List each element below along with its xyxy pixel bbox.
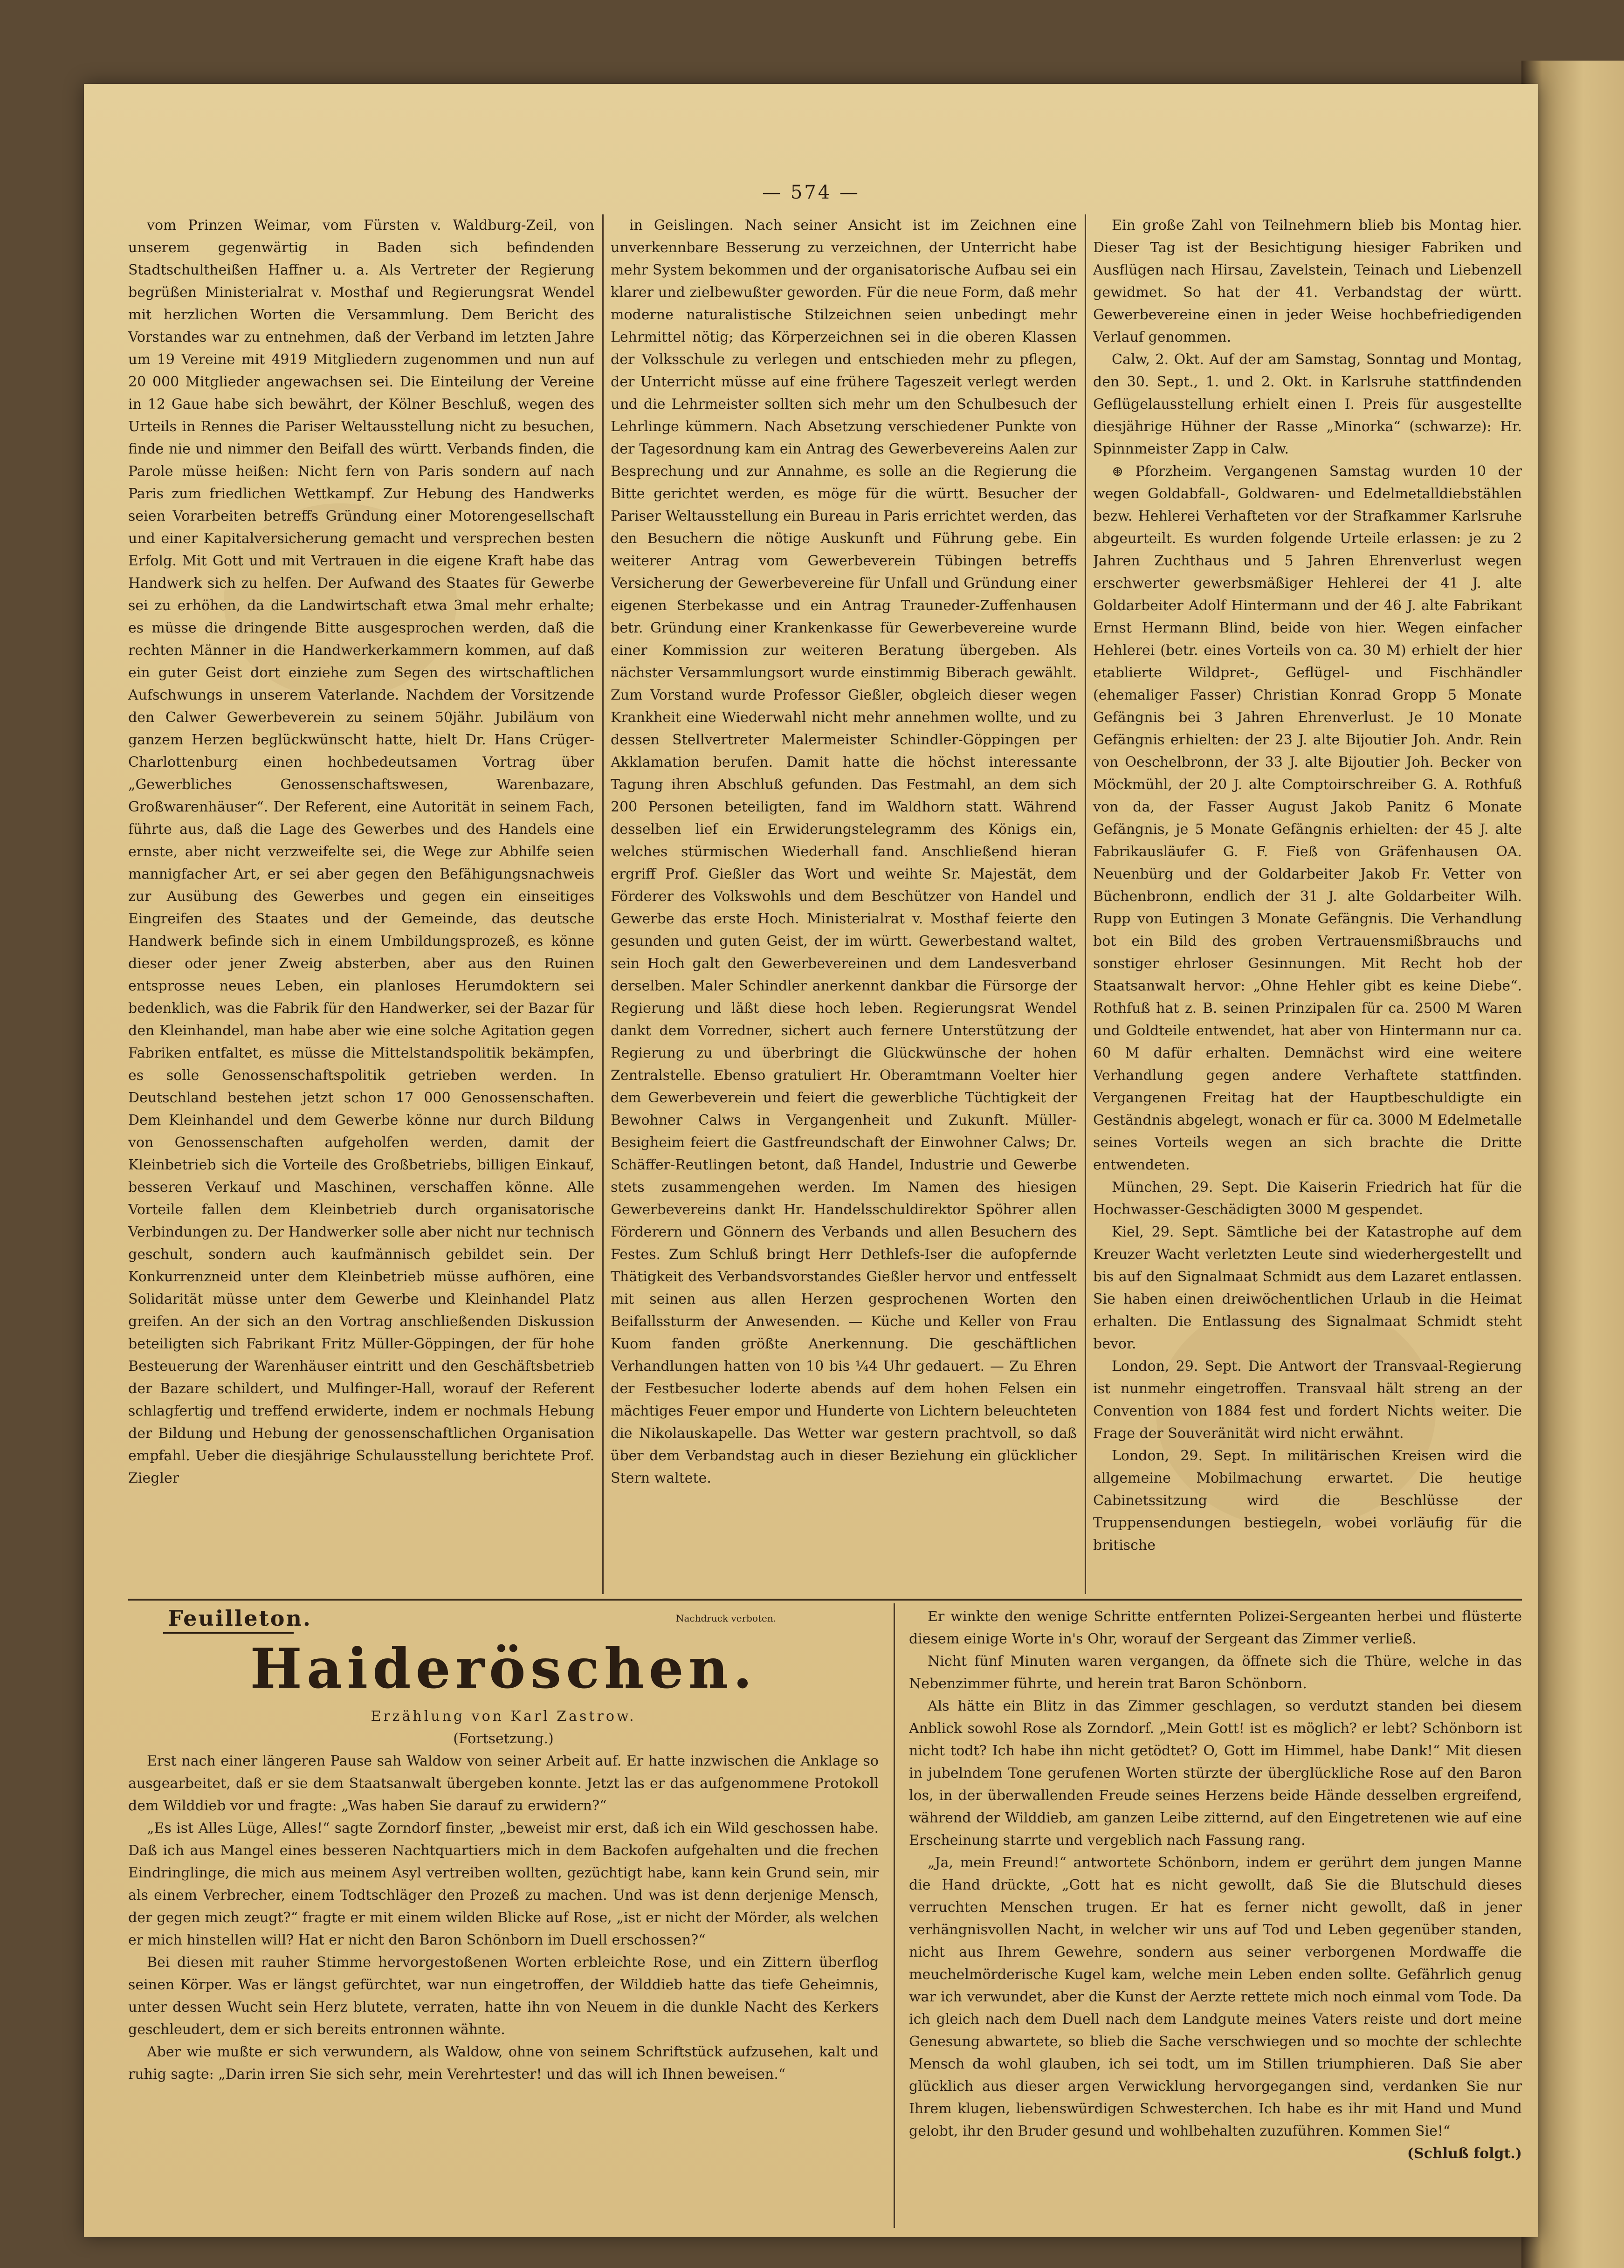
news-item-london-1: London, 29. Sept. Die Antwort der Transvaal-Regierung ist nunmehr eingetroffen. Transvaal hält streng an der Convention von 1884 fest und fordert Nichts weiter. Die Frage der Souveränität wird nicht erwähnt. <box>1093 1358 1522 1442</box>
story-paragraph: Nicht fünf Minuten waren vergangen, da öffnete sich die Thüre, welche in das Nebenzimmer führte, und herein trat Baron Schönborn. <box>909 1653 1522 1692</box>
story-paragraph: „Ja, mein Freund!“ antwortete Schönborn, indem er gerührt dem jungen Manne die Hand drückte, „Gott hat es nicht gewollt, daß Sie die Blutschuld dieses verruchten Menschen trugen. Er hat es ferner nicht gewollt, daß in jener verhängnisvollen Nacht, in welcher wir uns auf Tod und Leben gegenüber standen, nicht aus Ihrem Gewehre, sondern aus seiner verborgenen Mordwaffe die meuchelmörderische Kugel kam, welche mein Leben enden sollte. Gefährlich genug war ich verwundet, aber die Kunst der Aerzte rettete mich noch einmal vom Tode. Da ich gleich nach dem Duell nach dem Landgute meines Vaters reiste und dort meine Genesung abwartete, so blieb die Sache verschwiegen und so mochte der schlechte Mensch da wohl glauben, ich sei todt, um im Stillen triumphieren. Daß Sie aber glücklich aus dieser argen Verwicklung hervorgegangen sind, verdanken Sie nur Ihrem klugen, liebenswürdigen Schwesterchen. Ich habe es ihr mit Hand und Mund gelobt, ihr den Bruder gesund und wohlbehalten zuzuführen. Kommen Sie!“ <box>909 1855 1522 2139</box>
column-divider <box>894 1603 895 2228</box>
article-paragraph: vom Prinzen Weimar, vom Fürsten v. Waldburg-Zeil, von unserem gegenwärtig in Baden sich befindenden Stadtschultheißen Haffner u. a. Als Vertreter der Regierung begrüßen Ministerialrat v. Mosthaf und Regierungsrat Wendel mit herzlichen Worten die Versammlung. Dem Bericht des Vorstandes war zu entnehmen, daß der Verband im letzten Jahre um 19 Vereine mit 4919 Mitgliedern zugenommen und nun auf 20 000 Mitglieder angewachsen sei. Die Einteilung der Vereine in 12 Gaue habe sich bewährt, der Kölner Beschluß, wegen des Urteils in Rennes die Pariser Weltausstellung nicht zu besuchen, finde nie und nimmer den Beifall des württ. Verbands finden, die Parole müsse heißen: Nicht fern von Paris sondern auf nach Paris zum friedlichen Wettkampf. Zur Hebung des Handwerks seien Vorarbeiten betreffs Gründung einer Motorengesellschaft und einer Kapitalversicherung gemacht und versprechen besten Erfolg. Mit Gott und mit Vertrauen in die eigene Kraft habe das Handwerk sich zu helfen. Der Aufwand des Staates für Gewerbe sei zu erhöhen, da die Landwirtschaft etwa 3mal mehr erhalte; es müsse die dringende Bitte ausgesprochen werden, daß die rechten Männer in die Handwerkerkammern kommen, auf daß ein guter Geist dort einziehe zum Segen des wirtschaftlichen Aufschwungs in unserem Vaterlande. Nachdem der Vorsitzende den Calwer Gewerbeverein zu seinem 50jähr. Jubiläum von ganzem Herzen beglückwünscht hatte, hielt Dr. Hans Crüger-Charlottenburg einen hochbedeutsamen Vortrag über „Gewerbliches Genossenschaftswesen, Warenbazare, Großwarenhäuser“. Der Referent, eine Autorität in seinem Fach, führte aus, daß die Lage des Gewerbes und des Handels eine ernste, aber nicht verzweifelte sei, die Wege zur Abhilfe seien mannigfacher Art, er sei aber gegen den Befähigungsnachweis zur Ausübung des Gewerbes und gegen ein einseitiges Eingreifen des Staates und der Gemeinde, das deutsche Handwerk befinde sich in einem Umbildungsprozeß, es könne dieser oder jener Zweig absterben, aber aus den Ruinen entsprosse neues Leben, ein planloses Herumdoktern sei bedenklich, was die Fabrik für den Handwerker, sei der Bazar für den Kleinhandel, man habe aber wie eine solche Agitation gegen Fabriken entfaltet, es müsse die Mittelstandspolitik bekämpfen, es solle Genossenschaftspolitik getrieben werden. In Deutschland bestehen jetzt schon 17 000 Genossenschaften. Dem Kleinhandel und dem Gewerbe könne nur durch Bildung von Genossenschaften aufgeholfen werden, damit der Kleinbetrieb sich die Vorteile des Großbetriebs, billigen Einkauf, besseren Verkauf und Maschinen, verschaffen könne. Alle Vorteile fallen dem Kleinbetrieb durch organisatorische Verbindungen zu. Der Handwerker solle aber nicht nur technisch geschult, sondern auch kaufmännisch gebildet sein. Der Konkurrenzneid unter dem Kleinbetrieb müsse aufhören, eine Solidarität müsse unter dem Gewerbe und Kleinhandel Platz greifen. An der sich an den Vortrag anschließenden Diskussion beteiligten sich Fabrikant Fritz Müller-Göppingen, der für hohe Besteuerung der Warenhäuser eintritt und den Geschäftsbetrieb der Bazare schildert, und Mulfinger-Hall, worauf der Referent schlagfertig und treffend erwiderte, indem er nochmals Hebung der Bildung und Hebung der genossenschaftlichen Organisation empfahl. Ueber die diesjährige Schulausstellung berichtete Prof. Ziegler <box>128 217 594 1486</box>
end-note: (Schluß folgt.) <box>1407 2145 1522 2162</box>
story-continuation: (Fortsetzung.) <box>453 1731 554 1747</box>
heading-underline <box>163 1632 294 1634</box>
column-1 <box>128 214 594 1594</box>
news-item-pforzheim: ⊛ Pforzheim. Vergangenen Samstag wurden 10 der wegen Goldabfall-, Goldwaren- und Edelmetalldiebstählen bezw. Hehlerei Verhafteten vor der Strafkammer Karlsruhe abgeurteilt. Es wurden folgende Urteile erlassen: je zu 2 Jahren Zuchthaus und 5 Jahren Ehrenverlust wegen erschwerter gewerbsmäßiger Hehlerei der 41 J. alte Goldarbeiter Adolf Hintermann und der 46 J. alte Fabrikant Ernst Hermann Blind, beide von hier. Wegen einfacher Hehlerei (betr. eines Vorteils von ca. 30 M) erhielt der hier etablierte Wildpret-, Geflügel- und Fischhändler (ehemaliger Fasser) Christian Konrad Gropp 5 Monate Gefängnis bei 3 Jahren Ehrenverlust. Je 10 Monate Gefängnis erhielten: der 23 J. alte Bijoutier Joh. Andr. Rein von Oeschelbronn, der 33 J. alte Bijoutier Joh. Becker von Möckmühl, der 20 J. alte Comptoirschreiber G. A. Rothfuß von da, der Fasser August Jakob Panitz 6 Monate Gefängnis, je 5 Monate Gefängnis erhielten: der 45 J. alte Fabrikausläufer G. F. Fieß von Gräfenhausen OA. Neuenbürg und der Goldarbeiter Jakob Fr. Vetter von Büchenbronn, endlich der 31 J. alte Goldarbeiter Wilh. Rupp von Eutingen 3 Monate Gefängnis. Die Verhandlung bot ein Bild des groben Vertrauensmißbrauchs und sonstiger ehrloser Gesinnungen. Mit Recht hob der Staatsanwalt hervor: „Ohne Hehler gibt es keine Diebe“. Rothfuß hat z. B. seinen Prinzipalen für ca. 2500 M Waren und Goldteile entwendet, hat aber von Hintermann nur ca. 60 M dafür erhalten. Demnächst wird eine weitere Verhandlung gegen andere Verhaftete stattfinden. Vergangenen Freitag hat der Hauptbeschuldigte ein Geständnis abgelegt, wonach er für ca. 3000 M Edelmetalle seines Vorteils wegen an sich brachte die Dritte entwendeten. <box>1093 463 1522 1173</box>
news-item-muenchen: München, 29. Sept. Die Kaiserin Friedrich hat für die Hochwasser-Geschädigten 3000 M gespendet. <box>1093 1179 1522 1218</box>
story-paragraph: Er winkte den wenige Schritte entfernten Polizei-Sergeanten herbei und flüsterte diesem einige Worte in's Ohr, worauf der Sergeant das Zimmer verließ. <box>909 1608 1522 1647</box>
column-2 <box>611 214 1077 1594</box>
newspaper-page <box>84 84 1538 2237</box>
story-byline: Erzählung von Karl Zastrow. <box>371 1708 636 1725</box>
column-3 <box>1093 214 1522 1594</box>
story-paragraph: Erst nach einer längeren Pause sah Waldow von seiner Arbeit auf. Er hatte inzwischen die Anklage so ausgearbeitet, daß er sie dem Staatsanwalt übergeben konnte. Jetzt las er das aufgenommene Protokoll dem Wilddieb vor und fragte: „Was haben Sie darauf zu erwidern?“ <box>128 1753 879 1814</box>
news-item-kiel: Kiel, 29. Sept. Sämtliche bei der Katastrophe auf dem Kreuzer Wacht verletzten Leute sind wiederhergestellt und bis auf den Signalmaat Schmidt aus dem Lazaret entlassen. Sie haben einen dreiwöchentlichen Urlaub in die Heimat erhalten. Die Entlassung des Signalmaat Schmidt steht bevor. <box>1093 1224 1522 1352</box>
news-item-london-2: London, 29. Sept. In militärischen Kreisen wird die allgemeine Mobilmachung erwartet. Die heutige Cabinetssitzung wird die Beschlüsse der Truppensendungen bestiegeln, wobei vorläufig für die britische <box>1093 1448 1522 1553</box>
story-paragraph: Aber wie mußte er sich verwundern, als Waldow, ohne von seinem Schriftstück aufzusehen, kalt und ruhig sagte: „Darin irren Sie sich sehr, mein Verehrtester! und das will ich Ihnen beweisen.“ <box>128 2044 879 2082</box>
story-paragraph: „Es ist Alles Lüge, Alles!“ sagte Zorndorf finster, „beweist mir erst, daß ich ein Wild geschossen habe. Daß ich aus Mangel eines besseren Nachtquartiers mich in dem Backofen aufgehalten und die frechen Eindringlinge, die mich aus meinem Asyl vertreiben wollten, gezüchtigt habe, kann kein Grund sein, mir als einem Verbrecher, einem Todtschläger den Prozeß zu machen. Und was ist denn derjenige Mensch, der gegen mich zeugt?“ fragte er mit einem wilden Blicke auf Rose, „ist er nicht der Mörder, als welchen er mich hinstellen will? Hat er nicht den Baron Schönborn im Duell erschossen?“ <box>128 1820 879 1948</box>
feuilleton-column-1 <box>128 1750 879 2230</box>
article-paragraph: Ein große Zahl von Teilnehmern blieb bis Montag hier. Dieser Tag ist der Besichtigung hiesiger Fabriken und Ausflügen nach Hirsau, Zavelstein, Teinach und Liebenzell gewidmet. So hat der 41. Verbandstag der württ. Gewerbevereine einen in jeder Weise hochbefriedigenden Verlauf genommen. <box>1093 217 1522 345</box>
page-number: — 574 — <box>762 182 860 203</box>
feuilleton-column-2 <box>909 1606 1522 2230</box>
column-divider <box>1085 214 1086 1594</box>
feuilleton-heading: Feuilleton. <box>168 1606 312 1631</box>
reprint-note: Nachdruck verboten. <box>676 1613 777 1624</box>
article-paragraph: in Geislingen. Nach seiner Ansicht ist im Zeichnen eine unverkennbare Besserung zu verzeichnen, der Unterricht habe mehr System bekommen und der organisatorische Aufbau sei ein klarer und zielbewußter geworden. Für die neue Form, daß mehr moderne naturalistische Stilzeichnen seien unbedingt mehr Lehrmittel nötig; das Körperzeichnen sei in die oberen Klassen der Volksschule zu verlegen und entschieden mehr zu pflegen, der Unterricht müsse auf eine frühere Tageszeit verlegt werden und die Lehrmeister sollten sich mehr um den Schulbesuch der Lehrlinge kümmern. Nach Absetzung verschiedener Punkte von der Tagesordnung kam ein Antrag des Gewerbevereins Aalen zur Besprechung und zur Annahme, es solle an die Regierung die Bitte gerichtet werden, es möge für die württ. Besucher der Pariser Weltausstellung ein Bureau in Paris errichtet werden, das den Besuchern die nötige Auskunft und Führung gebe. Ein weiterer Antrag vom Gewerbeverein Tübingen betreffs Versicherung der Gewerbevereine für Unfall und Gründung einer eigenen Sterbekasse und ein Antrag Trauneder-Zuffenhausen betr. Gründung einer Krankenkasse für Gewerbevereine wurde einer Kommission zur weiteren Beratung übergeben. Als nächster Versammlungsort wurde einstimmig Biberach gewählt. Zum Vorstand wurde Professor Gießler, obgleich dieser wegen Krankheit eine Wiederwahl nicht mehr annehmen wollte, und zu dessen Stellvertreter Malermeister Schindler-Göppingen per Akklamation berufen. Damit hatte die höchst interessante Tagung ihren Abschluß gefunden. Das Festmahl, an dem sich 200 Personen beteiligten, fand im Waldhorn statt. Während desselben lief ein Erwiderungstelegramm des Königs ein, welches stürmischen Wiederhall fand. Anschließend hieran ergriff Prof. Gießler das Wort und weihte Sr. Majestät, dem Förderer des Volkswohls und dem Beschützer von Handel und Gewerbe das erste Hoch. Ministerialrat v. Mosthaf feierte den gesunden und guten Geist, der im württ. Gewerbestand waltet, sein Hoch galt den Gewerbevereinen und dem Landesverband derselben. Maler Schindler anerkennt dankbar die Fürsorge der Regierung und läßt diese hoch leben. Regierungsrat Wendel dankt dem Vorredner, sichert auch fernere Unterstützung der Regierung zu und überbringt die Glückwünsche der hohen Zentralstelle. Ebenso gratuliert Hr. Oberamtmann Voelter hier dem Gewerbeverein und feiert die gewerbliche Tüchtigkeit der Bewohner Calws in Vergangenheit und Zukunft. Müller-Besigheim feiert die Gastfreundschaft der Einwohner Calws; Dr. Schäffer-Reutlingen betont, daß Handel, Industrie und Gewerbe stets zusammengehen werden. Im Namen des hiesigen Gewerbevereins dankt Hr. Handelsschuldirektor Spöhrer allen Förderern und Gönnern des Verbands und allen Besuchern des Festes. Zum Schluß bringt Herr Dethlefs-Iser die aufopfernde Thätigkeit des Verbandsvorstandes Gießler hervor und entfesselt mit seinen aus allen Herzen gesprochenen Worten den Beifallssturm der Anwesenden. — Küche und Keller von Frau Kuom fanden größte Anerkennung. Die geschäftlichen Verhandlungen hatten von 10 bis ¼4 Uhr gedauert. — Zu Ehren der Festbesucher loderte abends auf dem hohen Felsen ein mächtiges Feuer empor und Hunderte von Lichtern beleuchteten die Nikolauskapelle. Das Wetter war gestern prachtvoll, so daß über dem Verbandstag auch in dieser Beziehung ein glücklicher Stern waltete. <box>611 217 1077 1486</box>
story-paragraph: Bei diesen mit rauher Stimme hervorgestoßenen Worten erbleichte Rose, und ein Zittern überflog seinen Körper. Was er längst gefürchtet, war nun eingetroffen, der Wilddieb hatte das tiefe Geheimnis, unter dessen Wucht sein Herz blutete, verraten, hatte ihn von Neuem in die dunkle Nacht des Kerkers geschleudert, dem er sich bereits entronnen wähnte. <box>128 1954 879 2038</box>
section-divider <box>128 1599 1522 1601</box>
story-title: Haideröschen. <box>250 1636 757 1701</box>
column-divider <box>602 214 604 1594</box>
story-paragraph: Als hätte ein Blitz in das Zimmer geschlagen, so verdutzt standen bei diesem Anblick sowohl Rose als Zorndorf. „Mein Gott! ist es möglich? er lebt? Schönborn ist nicht todt? Ich habe ihn nicht getödtet? O, Gott im Himmel, habe Dank!“ Mit diesen in jubelndem Tone gerufenen Worten stürzte der überglückliche Rose auf den Baron los, in der überwallenden Freude seines Herzens beide Hände desselben ergreifend, während der Wilddieb, am ganzen Leibe zitternd, auf den Eingetretenen wie auf eine Erscheinung starrte und vergeblich nach Fassung rang. <box>909 1698 1522 1849</box>
news-item-calw: Calw, 2. Okt. Auf der am Samstag, Sonntag und Montag, den 30. Sept., 1. und 2. Okt. in Karlsruhe stattfindenden Geflügelausstellung erhielt einen I. Preis für ausgestellte diesjährige Hühner der Rasse „Minorka“ (schwarze): Hr. Spinnmeister Zapp in Calw. <box>1093 351 1522 457</box>
